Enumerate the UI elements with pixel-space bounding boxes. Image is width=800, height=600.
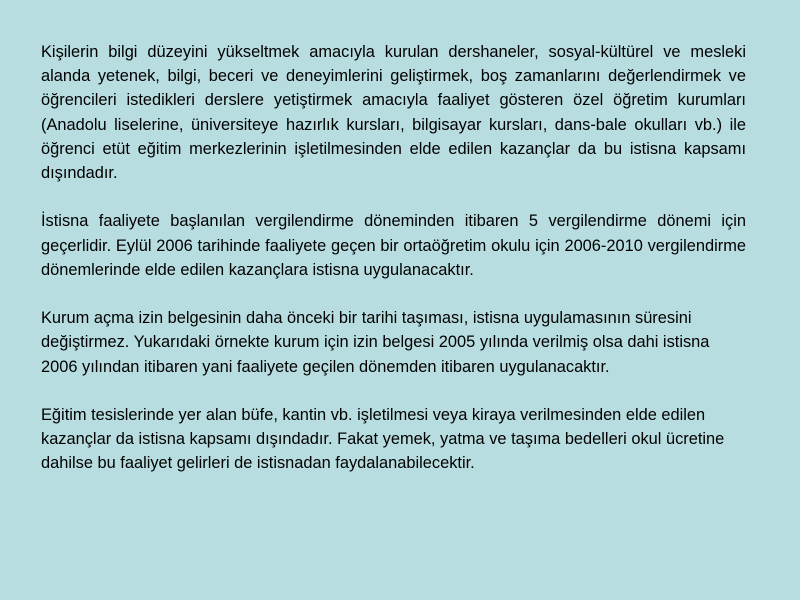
paragraph-exclusions: Kişilerin bilgi düzeyini yükseltmek amacıyla kurulan dershaneler, sosyal-kültürel ve mesleki alanda yetenek, bilgi, beceri ve deneyimlerini geliştirmek, boş zamanlarını değerlendirmek ve öğrencileri istedikleri derslere yetiştirmek amacıyla faaliyet gösteren özel öğretim kurumları (Anadolu liselerine, üniversiteye hazırlık kursları, bilgisayar kursları, dans-bale okulları vb.) ile öğrenci etüt eğitim merkezlerinin işletilmesinden elde edilen kazançlar da bu istisna kapsamı dışındadır. (41, 43, 746, 183)
paragraph-cafeteria-income: Eğitim tesislerinde yer alan büfe, kantin vb. işletilmesi veya kiraya verilmesinden elde edilen kazançlar da istisna kapsamı dışındadır. Fakat yemek, yatma ve taşıma bedelleri okul ücretine dahilse bu faaliyet gelirleri de istisnadan faydalanabilecektir. (41, 406, 725, 473)
paragraph-exemption-period: İstisna faaliyete başlanılan vergilendirme döneminden itibaren 5 vergilendirme dönemi için geçerlidir. Eylül 2006 tarihinde faaliyete geçen bir ortaöğretim okulu için 2006-2010 vergilendirme dönemlerinde elde edilen kazançlara istisna uygulanacaktır. (41, 212, 746, 279)
slide-content (41, 40, 746, 476)
paragraph-permit-date: Kurum açma izin belgesinin daha önceki bir tarihi taşıması, istisna uygulamasının süresini değiştirmez. Yukarıdaki örnekte kurum için izin belgesi 2005 yılında verilmiş olsa dahi istisna 2006 yılından itibaren yani faaliyete geçilen dönemden itibaren uygulanacaktır. (41, 309, 710, 376)
